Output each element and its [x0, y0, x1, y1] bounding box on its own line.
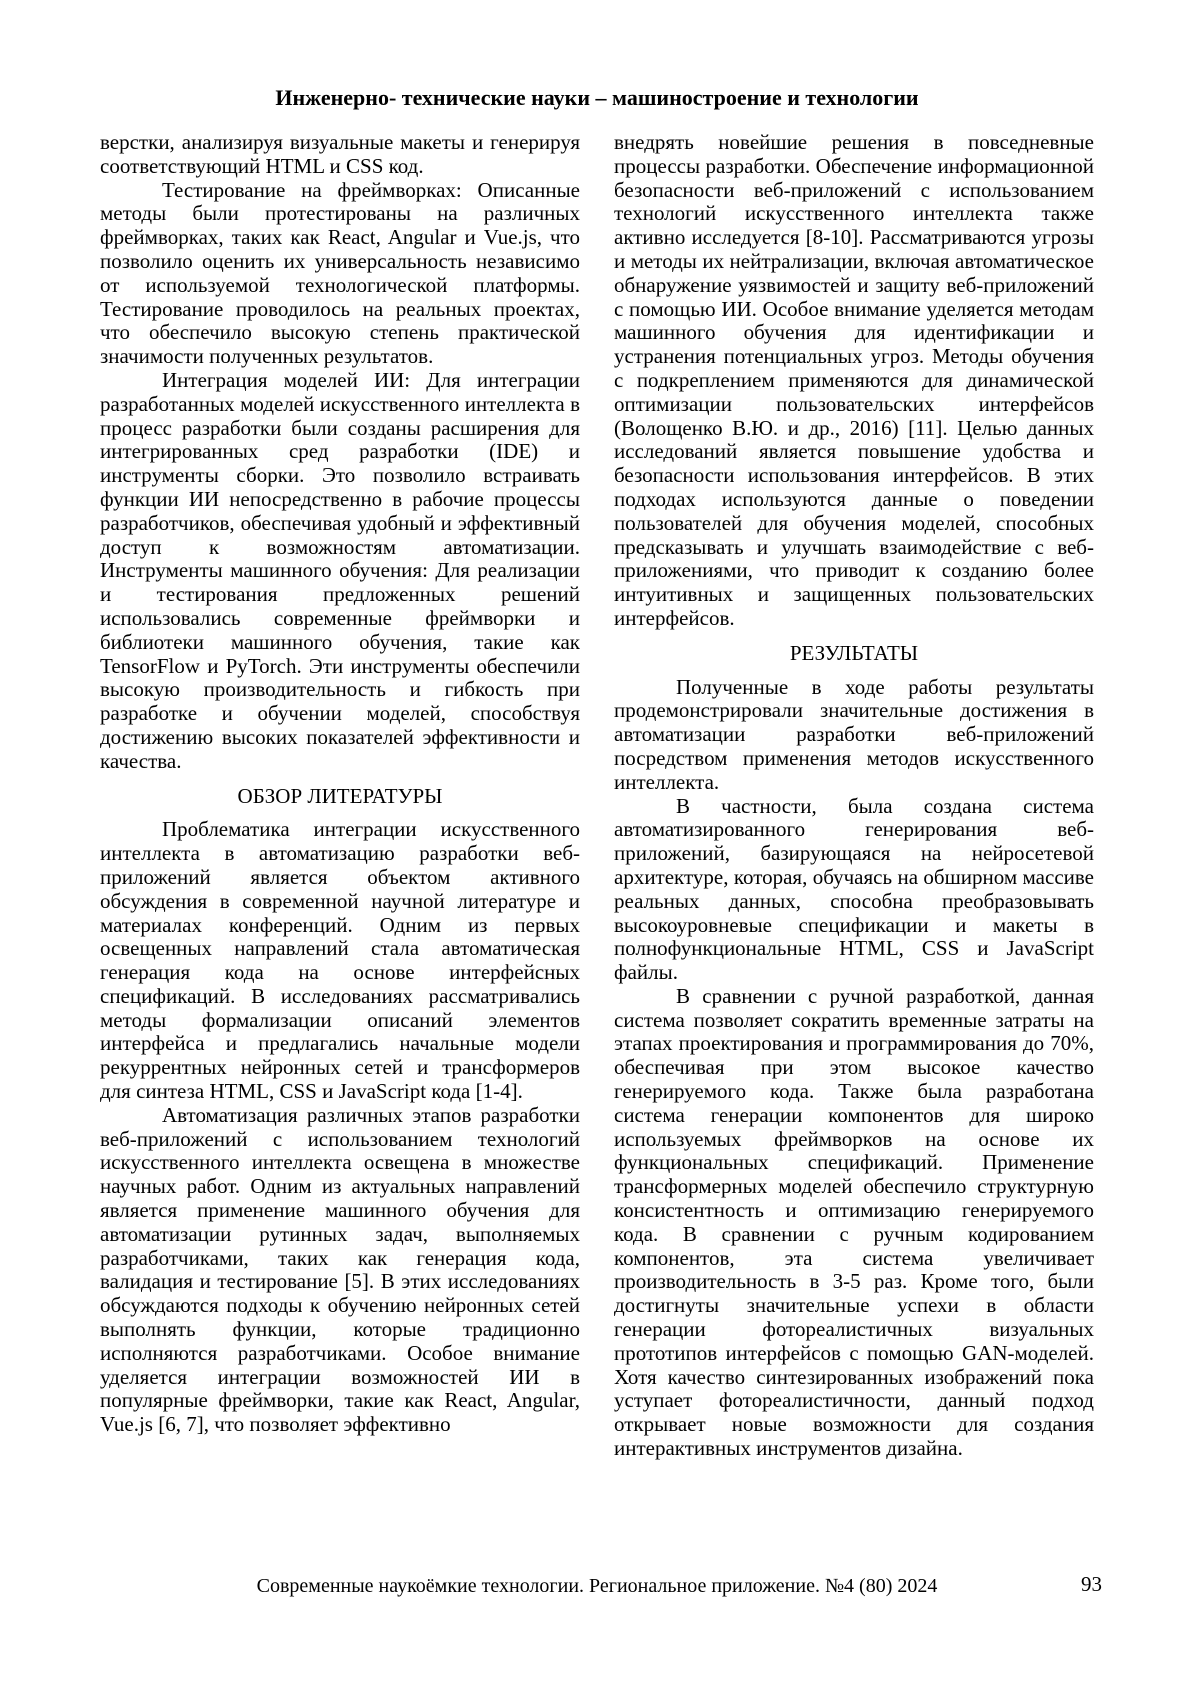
- footer-page-number: 93: [1081, 1572, 1102, 1596]
- paragraph: верстки, анализируя визуальные макеты и генерируя соответствующий HTML и CSS код.: [100, 130, 580, 178]
- paragraph: Проблематика интеграции искусственного интеллекта в автоматизацию разработки веб-приложений является объектом активного обсуждения в современной научной литературе и материалах конференций. Одним из первых освещенных направлений стала автоматическая генерация кода на основе интерфейсных спецификаций. В исследованиях рассматривались методы формализации описаний элементов интерфейса и предлагались начальные модели рекуррентных нейронных сетей и трансформеров для синтеза HTML, CSS и JavaScript кода [1-4].: [100, 817, 580, 1104]
- paragraph: В частности, была создана система автоматизированного генерирования веб-приложений, базирующаяся на нейросетевой архитектуре, которая, обучаясь на обширном массиве реальных данных, способна преобразовывать высокоуровневые спецификации и макеты в полнофункциональные HTML, CSS и JavaScript файлы.: [614, 793, 1094, 985]
- left-column: [100, 131, 580, 1461]
- paragraph: Автоматизация различных этапов разработки веб-приложений с использованием технологий искусственного интеллекта освещена в множестве научных работ. Одним из актуальных направлений является применение машинного обучения для автоматизации рутинных задач, выполняемых разработчиками, таких как генерация кода, валидация и тестирование [5]. В этих исследованиях обсуждаются подходы к обучению нейронных сетей выполнять функции, которые традиционно исполняются разработчиками. Особое внимание уделяется интеграции возможностей ИИ в популярные фреймворки, такие как React, Angular, Vue.js [6, 7], что позволяет эффективно: [100, 1102, 580, 1437]
- paragraph: Полученные в ходе работы результаты продемонстрировали значительные достижения в автоматизации разработки веб-приложений посредством применения методов искусственного интеллекта.: [614, 674, 1094, 794]
- right-column: [614, 131, 1094, 1461]
- article-body: [100, 131, 1094, 1461]
- paragraph: В сравнении с ручной разработкой, данная система позволяет сократить временные затраты на этапах проектирования и программирования до 70%, обеспечивая при этом высокое качество генерируемого кода. Также была разработана система генерации компонентов для широко используемых фреймворков на основе их функциональных спецификаций. Применение трансформерных моделей обеспечило структурную консистентность и оптимизацию генерируемого кода. В сравнении с ручным кодированием компонентов, эта система увеличивает производительность в 3-5 раз. Кроме того, были достигнуты значительные успехи в области генерации фотореалистичных визуальных прототипов интерфейсов с помощью GAN-моделей. Хотя качество синтезированных изображений пока уступает фотореалистичности, данный подход открывает новые возможности для создания интерактивных инструментов дизайна.: [614, 983, 1094, 1461]
- paragraph: Тестирование на фреймворках: Описанные методы были протестированы на различных фреймворках, таких как React, Angular и Vue.js, что позволило оценить их универсальность независимо от используемой технологической платформы. Тестирование проводилось на реальных проектах, что обеспечило высокую степень практической значимости полученных результатов.: [100, 177, 580, 369]
- paragraph: внедрять новейшие решения в повседневные процессы разработки. Обеспечение информационной безопасности веб-приложений с использованием технологий искусственного интеллекта также активно исследуется [8-10]. Рассматриваются угрозы и методы их нейтрализации, включая автоматическое обнаружение уязвимостей и защиту веб-приложений с помощью ИИ. Особое внимание уделяется методам машинного обучения для идентификации и устранения потенциальных угроз. Методы обучения с подкреплением применяются для динамической оптимизации пользовательских интерфейсов (Волощенко В.Ю. и др., 2016) [11]. Целью данных исследований является повышение удобства и безопасности использования интерфейсов. В этих подходах используются данные о поведении пользователей для обучения моделей, способных предсказывать и улучшать взаимодействие с веб-приложениями, что приводит к созданию более интуитивных и защищенных пользовательских интерфейсов.: [614, 130, 1094, 630]
- section-heading-literature-review: ОБЗОР ЛИТЕРАТУРЫ: [237, 783, 443, 808]
- running-header: Инженерно- технические науки – машиностроение и технологии: [275, 85, 919, 110]
- footer-journal-line: Современные наукоёмкие технологии. Региональное приложение. №4 (80) 2024: [256, 1575, 938, 1597]
- section-heading-results: РЕЗУЛЬТАТЫ: [789, 640, 919, 665]
- paragraph: Интеграция моделей ИИ: Для интеграции разработанных моделей искусственного интеллекта в процесс разработки были созданы расширения для интегрированных сред разработки (IDE) и инструменты сборки. Это позволило встраивать функции ИИ непосредственно в рабочие процессы разработчиков, обеспечивая удобный и эффективный доступ к возможностям автоматизации. Инструменты машинного обучения: Для реализации и тестирования предложенных решений использовались современные фреймворки и библиотеки машинного обучения, такие как TensorFlow и PyTorch. Эти инструменты обеспечили высокую производительность и гибкость при разработке и обучении моделей, способствуя достижению высоких показателей эффективности и качества.: [100, 367, 580, 773]
